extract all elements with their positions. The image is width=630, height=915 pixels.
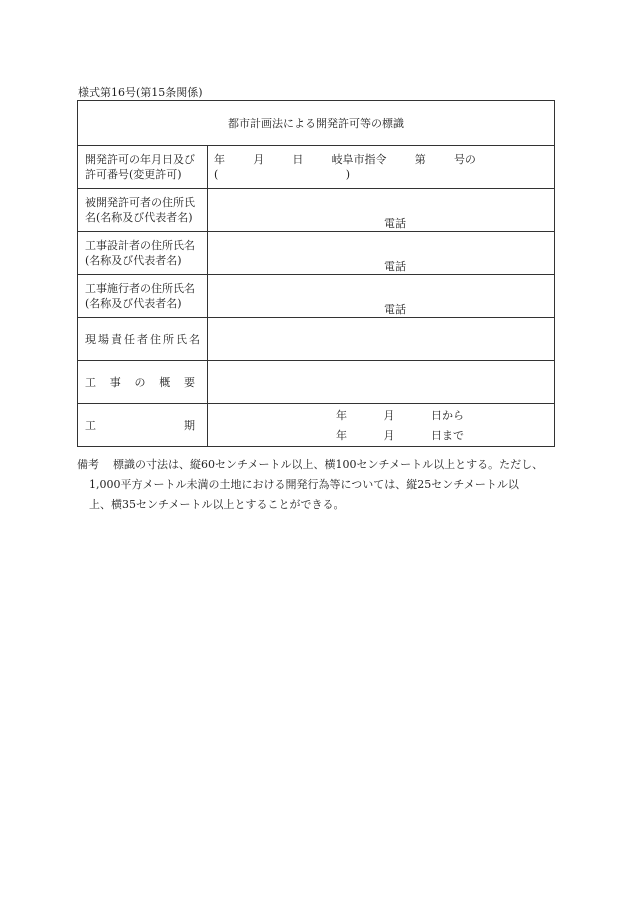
permit-date-label: 開発許可の年月日及び 許可番号(変更許可) xyxy=(78,146,208,189)
permittee-value xyxy=(208,189,555,232)
permit-date-value xyxy=(208,146,555,189)
contractor-phone-label: 電話 xyxy=(384,303,406,316)
sign-title: 都市計画法による開発許可等の標識 xyxy=(78,101,555,146)
permit-paren-line: ( ) xyxy=(214,168,350,181)
remarks-line-2: 1,000平方メートル未満の土地における開発行為等については、縦25センチメートル以 xyxy=(89,478,519,491)
contractor-value xyxy=(208,275,555,318)
designer-phone-label: 電話 xyxy=(384,260,406,273)
overview-value xyxy=(208,361,555,404)
designer-label: 工事設計者の住所氏名 (名称及び代表者名) xyxy=(78,232,208,275)
period-from: 年 月 日から xyxy=(336,409,464,422)
remarks-line-1: 標識の寸法は、縦60センチメートル以上、横100センチメートル以上とする。ただし、 xyxy=(113,458,544,471)
permittee-phone-label: 電話 xyxy=(384,217,406,230)
period-value xyxy=(208,404,555,447)
site-manager-label: 現場責任者住所氏名 xyxy=(78,318,208,361)
site-manager-value xyxy=(208,318,555,361)
sign-table xyxy=(77,100,555,447)
period-to: 年 月 日まで xyxy=(336,429,464,442)
remarks xyxy=(77,455,557,515)
designer-value xyxy=(208,232,555,275)
remarks-line-3: 上、横35センチメートル以上とすることができる。 xyxy=(89,498,345,511)
form-number-label: 様式第16号(第15条関係) xyxy=(78,86,203,99)
period-label: 工 期 xyxy=(78,404,208,447)
contractor-label: 工事施行者の住所氏名 (名称及び代表者名) xyxy=(78,275,208,318)
permit-date-line: 年 月 日 岐阜市指令 第 号の xyxy=(214,153,476,166)
overview-label: 工 事 の 概 要 xyxy=(78,361,208,404)
remarks-heading: 備考 xyxy=(77,458,99,471)
permittee-label: 被開発許可者の住所氏 名(名称及び代表者名) xyxy=(78,189,208,232)
